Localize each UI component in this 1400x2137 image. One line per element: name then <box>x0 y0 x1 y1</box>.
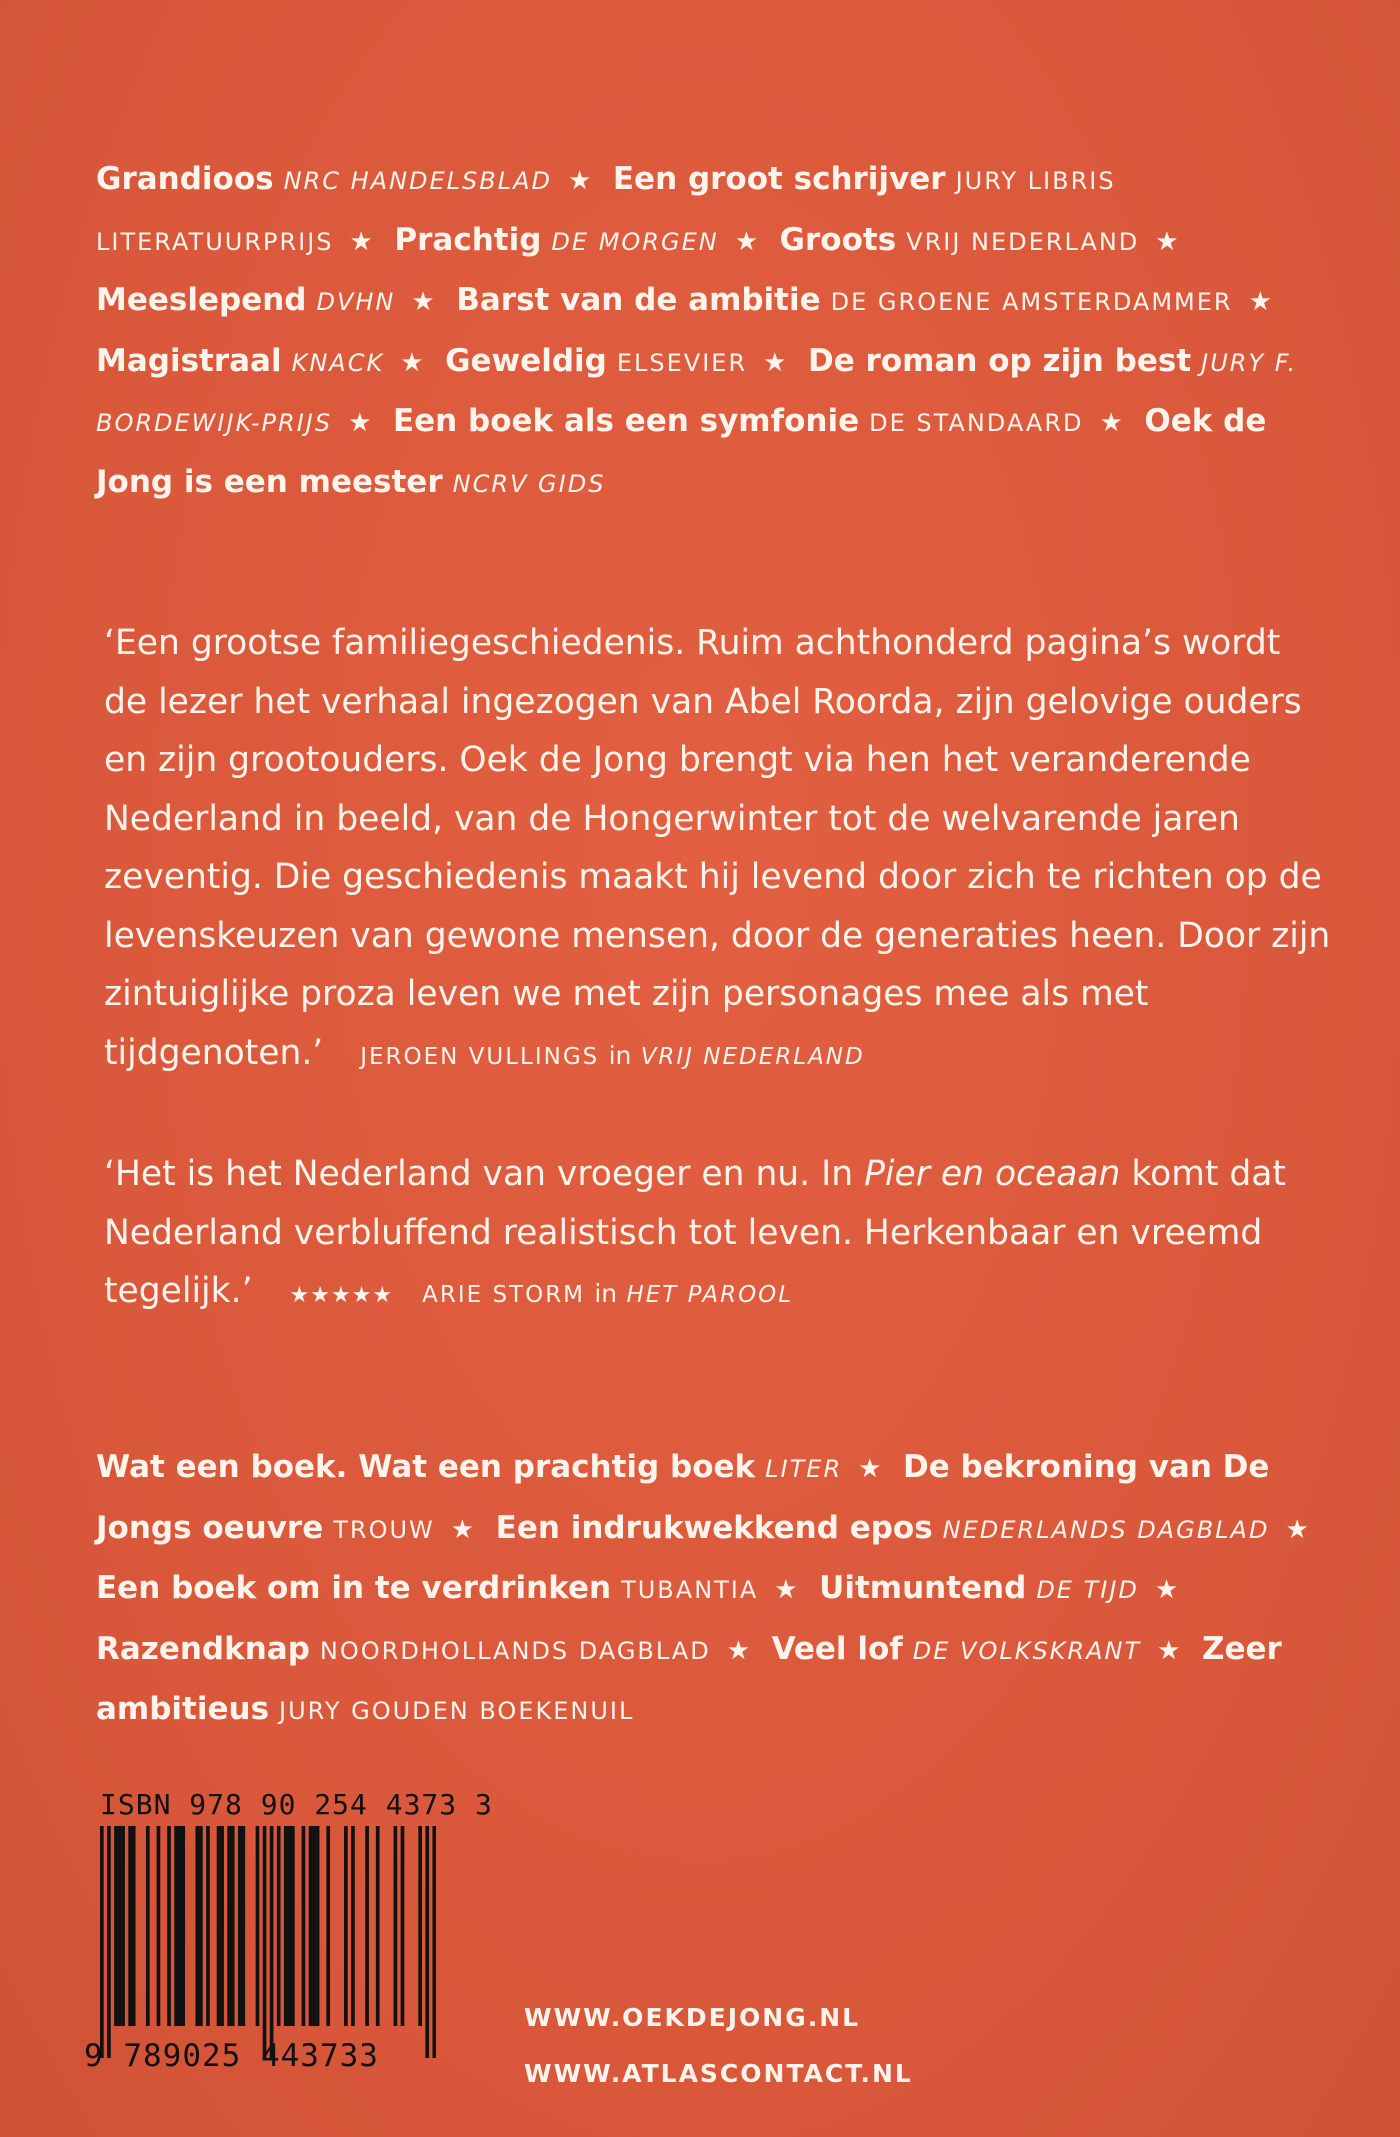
barcode-bar <box>157 1826 161 2026</box>
ean-digits: 9 789025 443733 <box>84 2038 379 2074</box>
praise-source: TUBANTIA <box>621 1576 759 1604</box>
review-in: in <box>594 1279 618 1308</box>
star-separator-icon: ★ <box>1248 287 1272 317</box>
star-separator-icon: ★ <box>1285 1514 1309 1545</box>
praise-source: TROUW <box>333 1515 435 1544</box>
barcode-bar <box>432 1826 436 2058</box>
star-separator-icon: ★ <box>734 226 758 257</box>
review-author: JEROEN VULLINGS <box>360 1043 600 1070</box>
barcode-bar <box>376 1826 380 2026</box>
barcode-bar <box>425 1826 429 2058</box>
barcode-bar <box>132 1826 136 2026</box>
review-attribution <box>360 1040 865 1070</box>
review-author: ARIE STORM <box>422 1282 586 1308</box>
barcode-bar <box>277 1826 281 2026</box>
barcode-bar <box>291 1826 295 2026</box>
website-atlascontact[interactable]: WWW.ATLASCONTACT.NL <box>524 2059 913 2088</box>
rating-stars: ★★★★★ <box>289 1283 394 1308</box>
review-text: ‘Een grootse familiegeschiedenis. Ruim achthonderd pagina’s wordt de lezer het verhaal ingezogen van Abel Roorda, zijn gelovige ouders en zijn grootouders. Oek de Jong brengt via hen het veranderende Nederland in beeld, van de Hongerwinter tot de welvarende jaren zeventig. Die geschiedenis maakt hij levend door zich te richten op de levenskeuzen van gewone mensen, door de generaties heen. Door zijn zintuiglijke proza leven we met zijn personages mee als met tijdgenoten.’ <box>104 623 1331 1073</box>
barcode-bar <box>309 1826 313 2026</box>
barcode-bar <box>287 1826 291 2026</box>
star-separator-icon: ★ <box>726 1635 751 1666</box>
barcode-bar <box>217 1826 221 2026</box>
book-title: Pier en oceaan <box>864 1154 1121 1194</box>
star-separator-icon: ★ <box>774 1575 798 1605</box>
barcode-bar <box>100 1826 104 2058</box>
praise-quote: Meeslepend <box>96 282 307 318</box>
barcode-bar <box>401 1826 405 2026</box>
review-text-before: ‘Het is het Nederland van vroeger en nu. In <box>104 1154 865 1194</box>
barcode-bar <box>206 1826 210 2026</box>
barcode-bar <box>146 1826 150 2026</box>
praise-source: DE GROENE AMSTERDAMMER <box>830 288 1233 316</box>
barcode-block <box>84 1788 493 2108</box>
barcode-bar <box>174 1826 178 2026</box>
barcode-bar <box>312 1826 316 2026</box>
praise-quote: Oek de Jong is een meester <box>96 403 1267 500</box>
review-text-after: komt dat Nederland verbluffend realistisch tot leven. Herkenbaar en vreemd tegelijk.’ <box>104 1154 1286 1311</box>
barcode-bar <box>128 1826 132 2026</box>
praise-source: JURY F. BORDEWIJK-PRIJS <box>96 348 1298 437</box>
praise-quote: Een boek om in te verdrinken <box>96 1570 612 1606</box>
barcode-bar <box>365 1826 369 2026</box>
praise-source: JURY LIBRIS LITERATUURPRIJS <box>96 167 1116 256</box>
barcode-bar <box>256 1826 260 2026</box>
praise-list-bottom <box>96 1438 1336 1741</box>
star-separator-icon: ★ <box>1154 1575 1179 1605</box>
barcode-bar <box>199 1826 203 2026</box>
praise-source: DE TIJD <box>1036 1576 1139 1604</box>
praise-source: NRC HANDELSBLAD <box>283 167 553 195</box>
star-separator-icon: ★ <box>349 226 373 257</box>
praise-quote: Een groot schrijver <box>612 161 946 197</box>
praise-quote: Zeer ambitieus <box>96 1630 1282 1727</box>
praise-quote: Uitmuntend <box>819 1570 1027 1606</box>
barcode-bar <box>238 1826 242 2026</box>
barcode-bar <box>394 1826 398 2026</box>
barcode-bar <box>220 1826 224 2026</box>
star-separator-icon: ★ <box>1099 408 1123 438</box>
praise-quote: Wat een boek. Wat een prachtig boek <box>96 1449 756 1485</box>
praise-quote: Veel lof <box>771 1630 903 1667</box>
praise-source: DE STANDAARD <box>869 409 1084 437</box>
barcode-bar <box>351 1826 355 2026</box>
star-separator-icon: ★ <box>411 287 435 317</box>
barcode-bar <box>121 1826 125 2026</box>
praise-source: JURY GOUDEN BOEKENUIL <box>279 1697 635 1725</box>
barcode-bar <box>241 1826 245 2026</box>
star-separator-icon: ★ <box>858 1454 882 1484</box>
praise-quote: Grandioos <box>96 161 274 197</box>
praise-quote: De bekroning van De Jongs oeuvre <box>96 1449 1270 1546</box>
praise-source: DE MORGEN <box>551 227 719 256</box>
praise-source: NCRV GIDS <box>452 469 606 498</box>
praise-source: KNACK <box>291 348 385 377</box>
star-separator-icon: ★ <box>1157 1635 1181 1666</box>
barcode-bar <box>114 1826 118 2026</box>
barcode-bar <box>227 1826 231 2026</box>
review-in: in <box>608 1040 632 1070</box>
praise-source: VRIJ NEDERLAND <box>906 227 1140 256</box>
praise-quote: Geweldig <box>445 342 607 379</box>
barcode-bar <box>302 1826 306 2026</box>
barcode-bar <box>326 1826 330 2026</box>
review-publication: VRIJ NEDERLAND <box>640 1043 865 1070</box>
barcode-bar <box>178 1826 182 2026</box>
praise-quote: Magistraal <box>96 342 282 379</box>
review-attribution <box>422 1279 794 1308</box>
praise-quote: Barst van de ambitie <box>456 282 821 318</box>
star-separator-icon: ★ <box>450 1514 475 1545</box>
praise-source: DVHN <box>316 288 396 316</box>
praise-quote: Een boek als een symfonie <box>392 403 860 439</box>
review-quote-2 <box>104 1145 1334 1326</box>
barcode-bar <box>418 1826 422 2026</box>
star-separator-icon: ★ <box>348 408 372 438</box>
praise-quote: Razendknap <box>96 1630 310 1667</box>
praise-source: DE VOLKSKRANT <box>912 1636 1142 1665</box>
star-separator-icon: ★ <box>568 166 592 196</box>
barcode-bar <box>107 1826 111 2058</box>
star-separator-icon: ★ <box>1155 226 1179 257</box>
praise-quote: Prachtig <box>394 221 542 258</box>
praise-list-top <box>96 150 1336 513</box>
barcode-bar <box>316 1826 320 2026</box>
praise-source: ELSEVIER <box>616 348 748 377</box>
website-oekdejong[interactable]: WWW.OEKDEJONG.NL <box>524 2003 861 2032</box>
praise-source: LITER <box>765 1455 843 1483</box>
barcode-bar <box>344 1826 348 2026</box>
barcode-bar <box>167 1826 171 2026</box>
praise-source: NEDERLANDS DAGBLAD <box>942 1515 1270 1544</box>
barcode <box>100 1826 436 2058</box>
star-separator-icon: ★ <box>763 347 787 378</box>
praise-quote: De roman op zijn best <box>808 342 1192 379</box>
barcode-bar <box>284 1826 288 2026</box>
isbn-label: ISBN 978 90 254 4373 3 <box>100 1788 493 1821</box>
star-separator-icon: ★ <box>400 347 424 378</box>
review-quote-1 <box>104 614 1334 1086</box>
review-publication: HET PAROOL <box>626 1282 794 1308</box>
praise-quote: Een indrukwekkend epos <box>495 1509 933 1546</box>
barcode-bar <box>118 1826 122 2026</box>
praise-source: NOORDHOLLANDS DAGBLAD <box>319 1636 711 1665</box>
barcode-bar <box>263 1826 267 2058</box>
barcode-bar <box>181 1826 185 2026</box>
barcode-bar <box>270 1826 274 2058</box>
praise-quote: Groots <box>779 221 897 258</box>
barcode-bar <box>231 1826 235 2026</box>
barcode-bar <box>195 1826 199 2026</box>
